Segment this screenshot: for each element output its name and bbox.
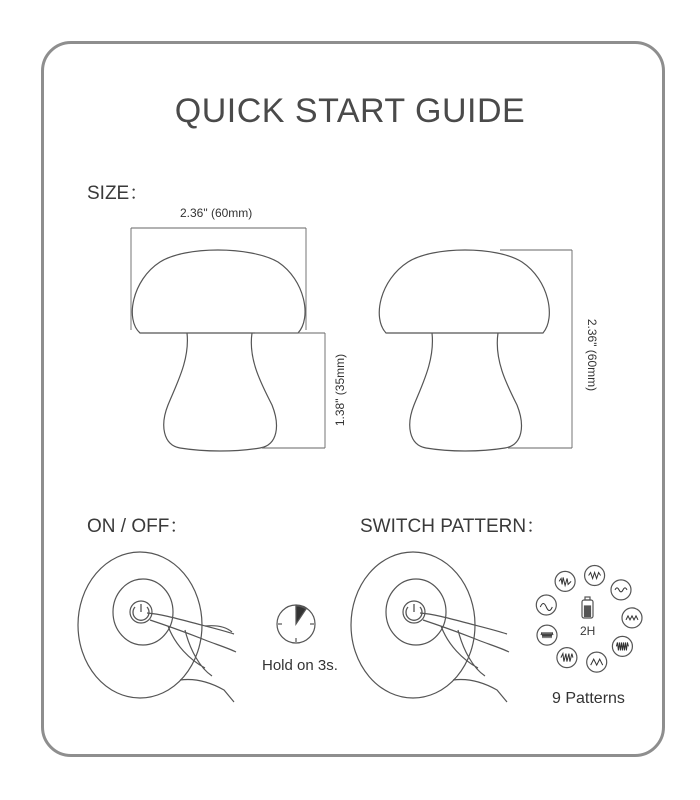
size-section-label: SIZE： bbox=[87, 183, 149, 204]
timer-icon bbox=[277, 605, 315, 643]
total-height-dimension-label: 2.36" (60mm) bbox=[585, 318, 599, 392]
pattern-icon-5 bbox=[587, 652, 607, 672]
battery-icon bbox=[582, 597, 593, 618]
pattern-icon-2 bbox=[611, 580, 631, 600]
pattern-icon-8 bbox=[536, 595, 556, 615]
pattern-count-label: 9 Patterns bbox=[552, 690, 625, 707]
pattern-icon-3 bbox=[622, 608, 642, 628]
page-title: QUICK START GUIDE bbox=[174, 92, 526, 130]
pattern-icon-9 bbox=[555, 571, 575, 591]
hold-caption: Hold on 3s. bbox=[262, 657, 338, 674]
pattern-icon-6 bbox=[557, 648, 577, 668]
width-dimension-label: 2.36" (60mm) bbox=[180, 206, 253, 220]
on-off-section-label: ON / OFF： bbox=[87, 516, 189, 537]
pattern-icon-1 bbox=[585, 566, 605, 586]
pattern-icon-4 bbox=[612, 636, 632, 656]
battery-duration-label: 2H bbox=[580, 624, 596, 638]
mushroom-side-diagram bbox=[379, 250, 572, 451]
pattern-icon-7 bbox=[537, 625, 557, 645]
mushroom-front-diagram bbox=[131, 228, 325, 451]
stem-height-dimension-label: 1.38" (35mm) bbox=[333, 353, 347, 427]
switch-pattern-section-label: SWITCH PATTERN： bbox=[360, 516, 546, 537]
pattern-ring-diagram bbox=[536, 566, 642, 673]
switch-pattern-device-diagram bbox=[351, 552, 509, 702]
on-off-device-diagram bbox=[78, 552, 236, 702]
